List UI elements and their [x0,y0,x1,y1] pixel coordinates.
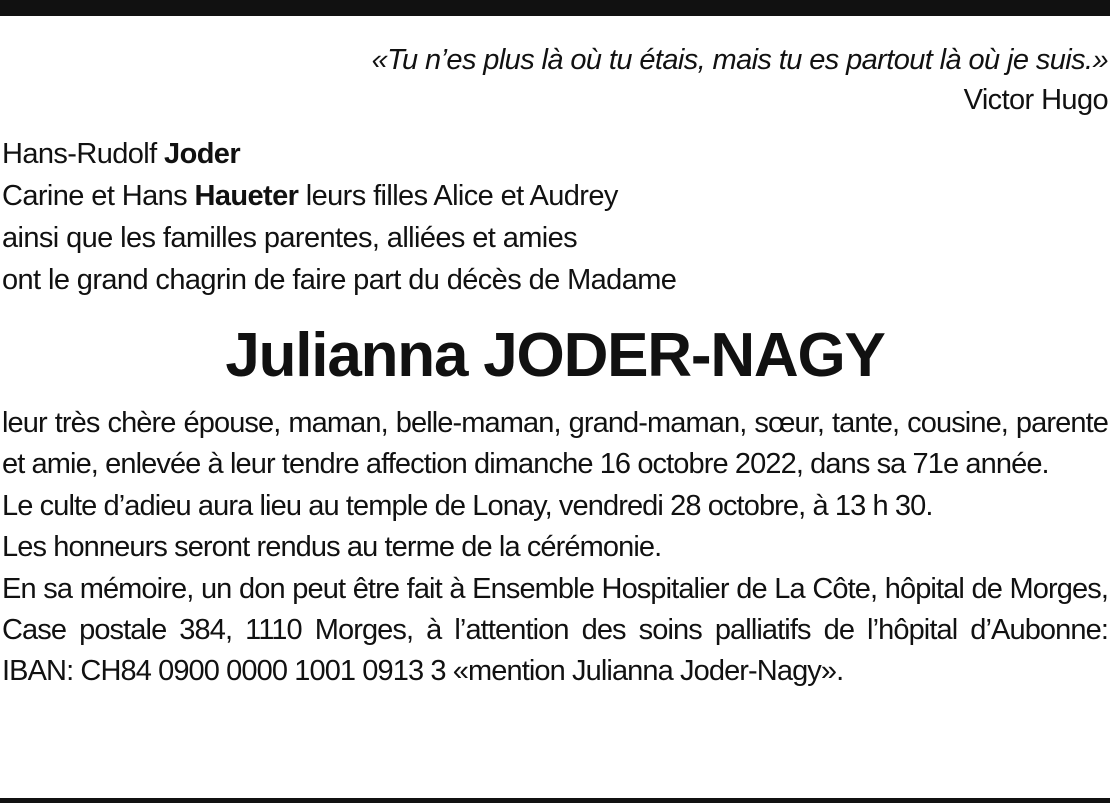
family-line-2 [2,175,1108,217]
notice-body [2,403,1108,693]
family-line-2-first: Carine et Hans [2,180,195,212]
epigraph-author: Victor Hugo [963,84,1108,116]
paragraph-tribute: leur très chère épouse, maman, belle-maman, grand-maman, sœur, tante, cousine, parente et amie, enlevée à leur tendre affection dimanche 16 octobre 2022, dans sa 71e année. [2,407,1108,481]
family-line-4: ont le grand chagrin de faire part du décès de Madame [2,264,677,296]
obituary-notice [2,40,1108,693]
deceased-name: Julianna JODER-NAGY [225,321,885,390]
paragraph-donation: En sa mémoire, un don peut être fait à Ensemble Hospitalier de La Côte, hôpital de Morges, Case postale 384, 1110 Morges, à l’attention des soins palliatifs de l’hôpital d’Aubonne: IBAN: CH84 0900 0000 1001 0913 3 «mention Julianna Joder-Nagy». [2,572,1108,688]
family-line-2-rest: leurs filles Alice et Audrey [298,180,618,212]
top-border-rule [0,0,1110,16]
family-announcement [2,133,1108,301]
family-line-1-first: Hans-Rudolf [2,138,165,170]
family-line-2-surname: Haueter [194,180,299,212]
bottom-border-rule [0,798,1110,803]
family-line-1 [2,133,1108,175]
paragraph-honours: Les honneurs seront rendus au terme de la cérémonie. [2,531,662,564]
family-line-1-surname: Joder [164,138,241,170]
family-line-3: ainsi que les familles parentes, alliées et amies [2,222,578,254]
paragraph-ceremony: Le culte d’adieu aura lieu au temple de Lonay, vendredi 28 octobre, à 13 h 30. [2,489,933,522]
epigraph-quote: «Tu n’es plus là où tu étais, mais tu es partout là où je suis.» [371,44,1108,76]
epigraph [2,40,1108,120]
